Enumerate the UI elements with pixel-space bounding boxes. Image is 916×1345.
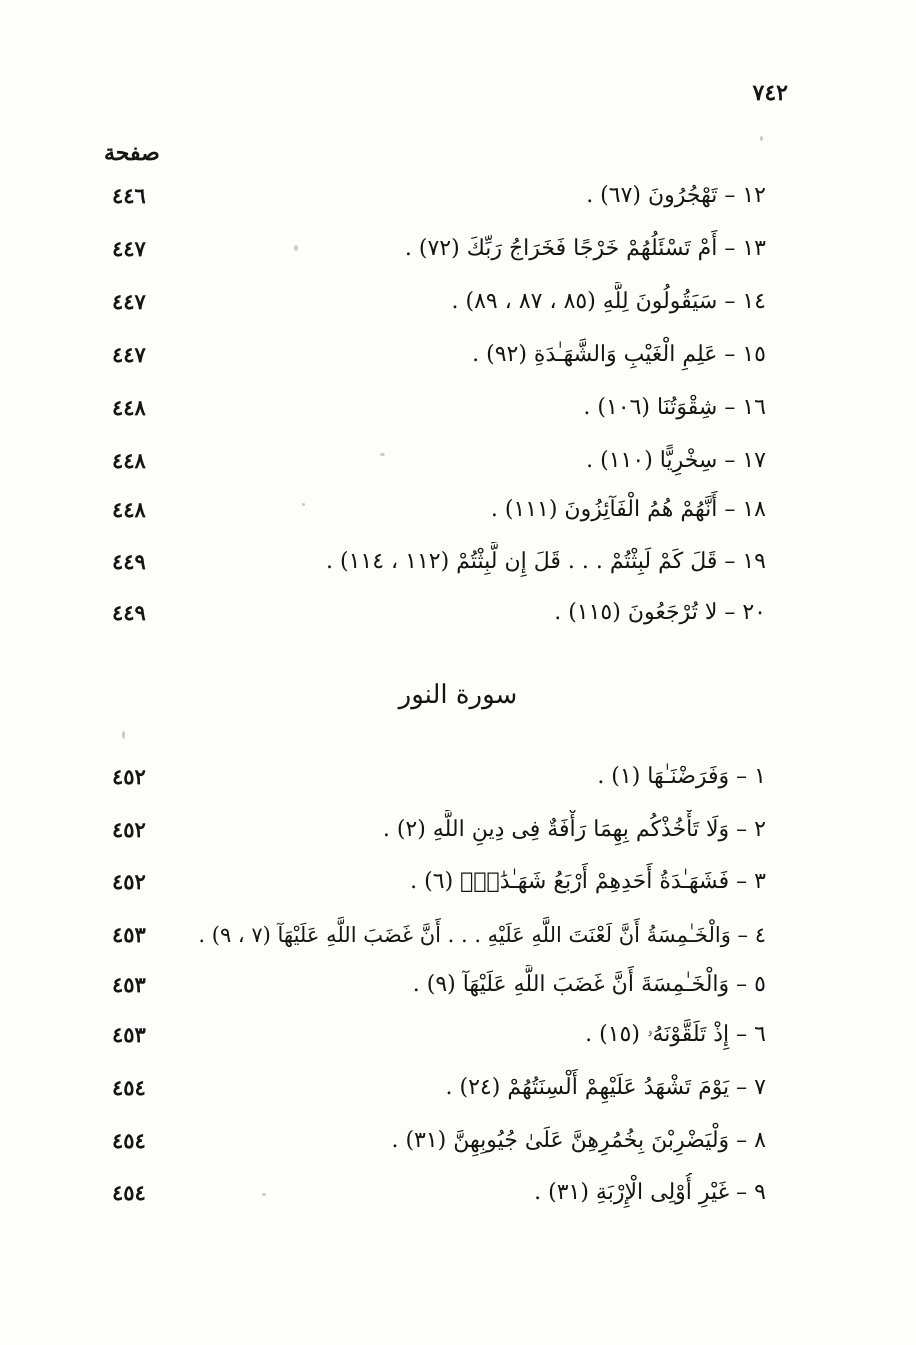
scan-speck <box>760 136 763 141</box>
entry-text: ١٢ – تَهْجُرُونَ (٦٧) . <box>586 183 766 208</box>
list-item <box>0 1121 916 1161</box>
list-item <box>0 862 916 902</box>
list-item <box>0 282 916 322</box>
entry-text: ٩ – غَيْرِ أُوْلِى الْإِرْبَةِ (٣١) . <box>534 1180 766 1205</box>
list-item <box>0 1015 916 1055</box>
entry-page-number: ٤٥٤ <box>112 1075 146 1100</box>
list-item <box>0 335 916 375</box>
list-item <box>0 229 916 269</box>
entry-page-number: ٤٥٢ <box>112 764 146 789</box>
entry-page-number: ٤٥٢ <box>112 817 146 842</box>
entry-page-number: ٤٤٩ <box>112 600 146 625</box>
entry-page-number: ٤٤٧ <box>112 289 146 314</box>
entry-page-number: ٤٤٨ <box>112 395 146 420</box>
list-item <box>0 1173 916 1213</box>
scan-speck <box>122 731 125 739</box>
entry-page-number: ٤٤٨ <box>112 448 146 473</box>
entry-page-number: ٤٤٨ <box>112 497 146 522</box>
entry-text: ٢ – وَلَا تَأْخُذْكُم بِهِمَا رَأْفَةٌ فِى دِينِ اللَّهِ (٢) . <box>382 817 766 842</box>
list-item <box>0 810 916 850</box>
list-item <box>0 915 916 955</box>
entry-text: ٢٠ – لا تُرْجَعُونَ (١١٥) . <box>554 600 766 625</box>
entry-page-number: ٤٤٩ <box>112 549 146 574</box>
list-item <box>0 388 916 428</box>
entry-text: ١ – وَفَرَضْنَـٰهَا (١) . <box>597 764 766 789</box>
entry-text: ٤ – وَالْخَـٰمِسَةُ أَنَّ لَعْنَتَ اللَّهِ عَلَيْهِ . . . أَنَّ غَضَبَ اللَّهِ عَلَيْهَآ (٧ ، ٩) . <box>198 923 766 947</box>
scan-speck <box>380 453 385 456</box>
entry-page-number: ٤٥٤ <box>112 1128 146 1153</box>
list-item <box>0 1068 916 1108</box>
entry-page-number: ٤٥٤ <box>112 1180 146 1205</box>
scan-speck <box>262 1193 266 1196</box>
entry-text: ١٤ – سَيَقُولُونَ لِلَّهِ (٨٥ ، ٨٧ ، ٨٩) . <box>451 289 766 314</box>
entry-text: ١٣ – أَمْ تَسْئَلُهُمْ خَرْجًا فَخَرَاجُ رَبِّكَ (٧٢) . <box>404 236 766 261</box>
list-item <box>0 441 916 481</box>
entry-page-number: ٤٥٣ <box>112 922 146 947</box>
entry-page-number: ٤٥٣ <box>112 1022 146 1047</box>
entry-text: ٨ – وَلْيَضْرِبْنَ بِخُمُرِهِنَّ عَلَىٰ جُيُوبِهِنَّ (٣١) . <box>391 1128 766 1153</box>
entry-page-number: ٤٤٦ <box>112 183 146 208</box>
scan-speck <box>294 245 298 251</box>
entry-text: ٦ – إِذْ تَلَقَّوْنَهُۥ (١٥) . <box>585 1022 766 1047</box>
page-number: ٧٤٢ <box>752 80 788 106</box>
surah-heading: سورة النور <box>398 680 518 710</box>
entry-text: ٣ – فَشَهَـٰدَةُ أَحَدِهِمْ أَرْبَعُ شَهَـٰدَٰتٍۭ (٦) . <box>410 869 766 894</box>
entry-page-number: ٤٤٧ <box>112 236 146 261</box>
entry-text: ١٥ – عَلِمِ الْغَيْبِ وَالشَّهَـٰدَةِ (٩٢) . <box>472 342 766 367</box>
page-column-header: صفحة <box>104 140 160 166</box>
list-item <box>0 490 916 530</box>
entry-text: ١٧ – سِخْرِيًّا (١١٠) . <box>586 448 766 473</box>
list-item <box>0 542 916 582</box>
entry-text: ١٩ – قَلَ كَمْ لَبِثْتُمْ . . . قَلَ إِن لَّبِثْتُمْ (١١٢ ، ١١٤) . <box>326 549 766 574</box>
list-item <box>0 965 916 1005</box>
entry-text: ٥ – وَالْخَـٰمِسَةَ أَنَّ غَضَبَ اللَّهِ عَلَيْهَآ (٩) . <box>412 972 766 997</box>
entry-text: ١٦ – شِقْوَتُنَا (١٠٦) . <box>583 395 766 420</box>
scan-speck <box>302 503 305 506</box>
list-item <box>0 757 916 797</box>
entry-text: ١٨ – أَنَّهُمْ هُمُ الْفَآئِزُونَ (١١١) . <box>490 497 766 522</box>
entry-page-number: ٤٥٢ <box>112 869 146 894</box>
entry-text: ٧ – يَوْمَ تَشْهَدُ عَلَيْهِمْ أَلْسِنَتُهُمْ (٢٤) . <box>445 1075 766 1100</box>
entry-page-number: ٤٤٧ <box>112 342 146 367</box>
list-item <box>0 176 916 216</box>
entry-page-number: ٤٥٣ <box>112 972 146 997</box>
list-item <box>0 593 916 633</box>
